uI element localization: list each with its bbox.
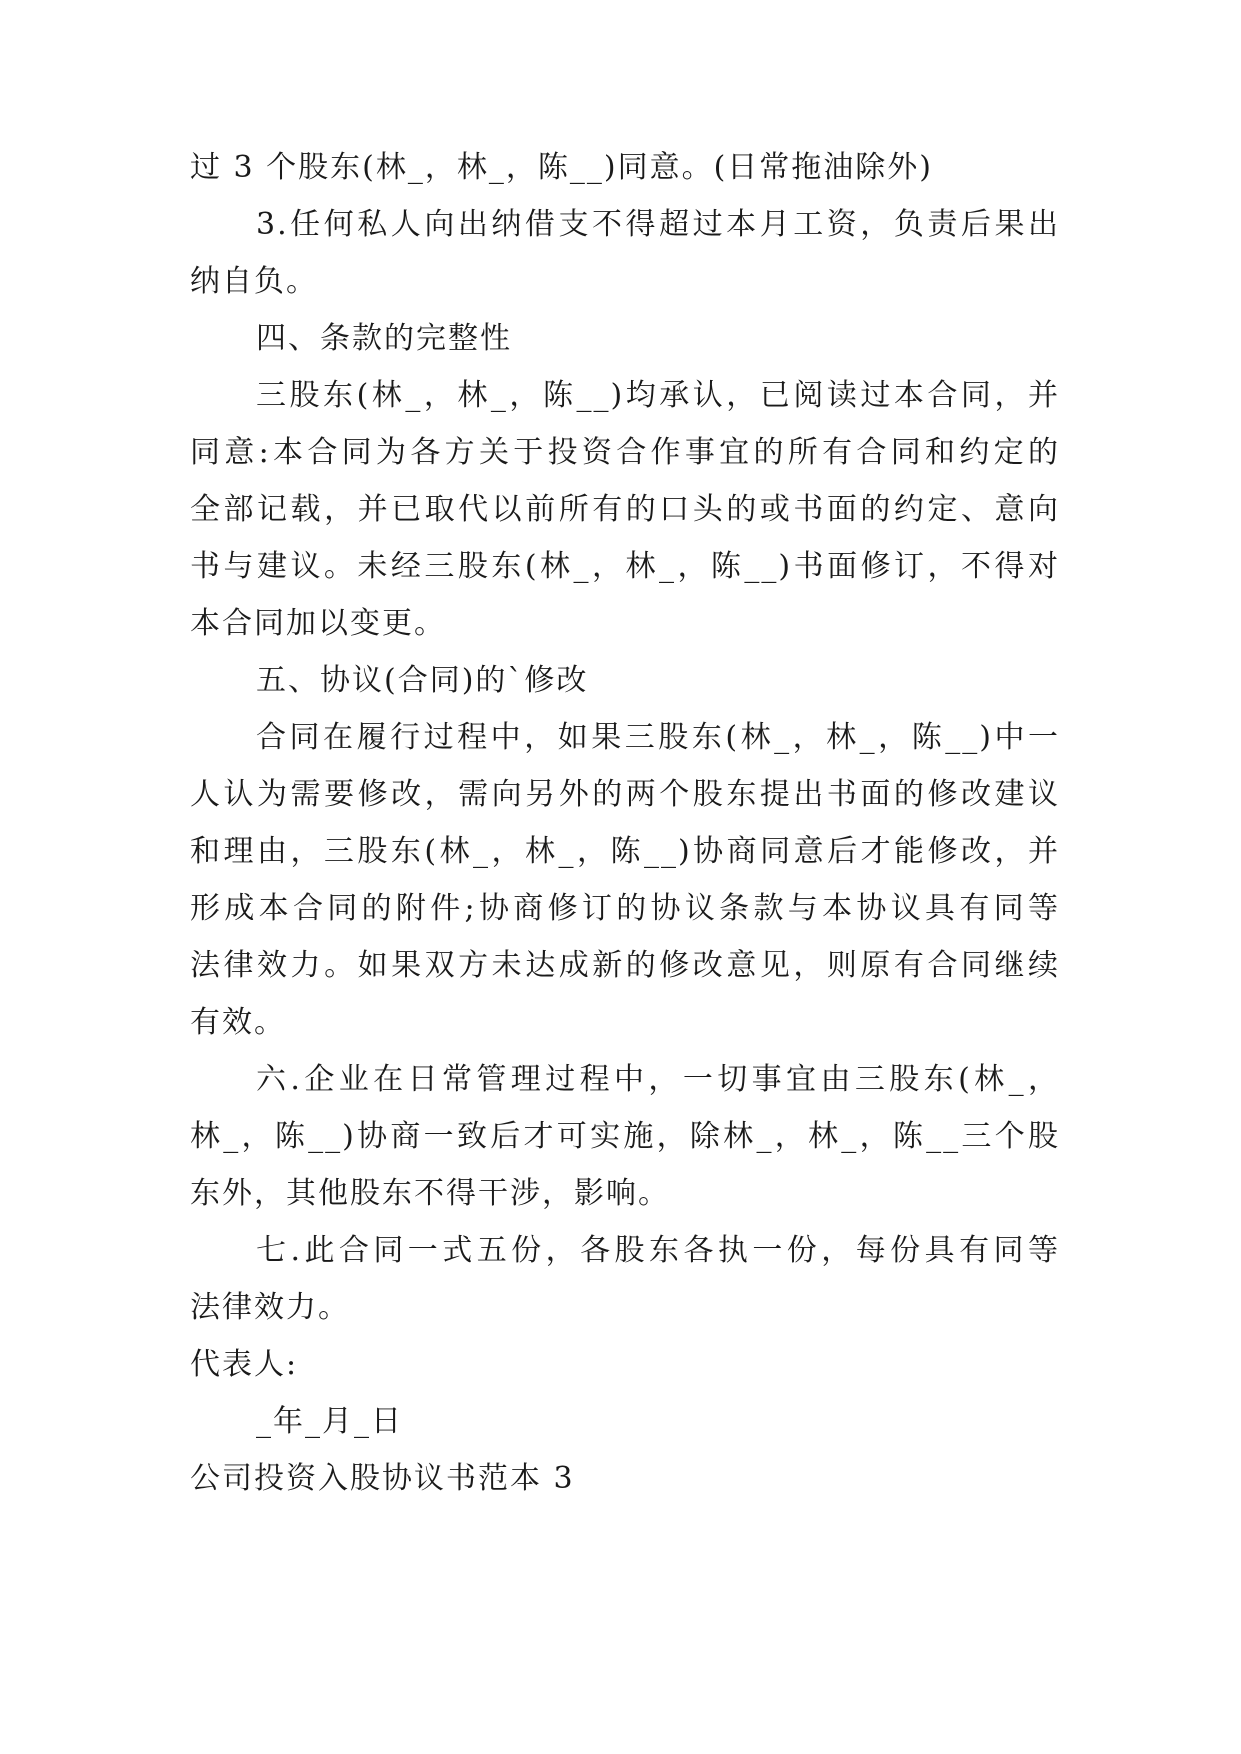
section-heading: 五、协议(合同)的`修改 xyxy=(256,663,589,698)
document-title: 公司投资入股协议书范本 3 xyxy=(190,1461,575,1496)
text-line: 同意:本合同为各方关于投资合作事宜的所有合同和约定的 xyxy=(190,435,1060,470)
text-line: 和理由，三股东(林_，林_，陈__)协商同意后才能修改，并 xyxy=(190,834,1060,869)
text-line: 法律效力。如果双方未达成新的修改意见，则原有合同继续 xyxy=(190,948,1060,983)
date-line: _年_月_日 xyxy=(256,1404,403,1439)
text-line: 有效。 xyxy=(190,1005,286,1040)
text-line: 七.此合同一式五份，各股东各执一份，每份具有同等 xyxy=(256,1233,1060,1268)
text-line: 合同在履行过程中，如果三股东(林_，林_，陈__)中一 xyxy=(256,720,1060,755)
text-line: 过 3 个股东(林_，林_，陈__)同意。(日常拖油除外) xyxy=(190,150,933,185)
signature-label: 代表人: xyxy=(190,1347,299,1382)
text-line: 林_，陈__)协商一致后才可实施，除林_，林_，陈__三个股 xyxy=(190,1119,1060,1154)
section-heading: 四、条款的完整性 xyxy=(256,321,512,356)
text-line: 形成本合同的附件;协商修订的协议条款与本协议具有同等 xyxy=(190,891,1060,926)
text-line: 人认为需要修改，需向另外的两个股东提出书面的修改建议 xyxy=(190,777,1060,812)
text-line: 法律效力。 xyxy=(190,1290,350,1325)
text-line: 纳自负。 xyxy=(190,264,318,299)
text-line: 书与建议。未经三股东(林_，林_，陈__)书面修订，不得对 xyxy=(190,549,1060,584)
text-line: 本合同加以变更。 xyxy=(190,606,446,641)
text-line: 全部记载，并已取代以前所有的口头的或书面的约定、意向 xyxy=(190,492,1060,527)
text-line: 东外，其他股东不得干涉，影响。 xyxy=(190,1176,670,1211)
text-line: 六.企业在日常管理过程中，一切事宜由三股东(林_， xyxy=(256,1062,1060,1097)
text-line: 3.任何私人向出纳借支不得超过本月工资，负责后果出 xyxy=(256,207,1060,242)
text-line: 三股东(林_，林_，陈__)均承认，已阅读过本合同，并 xyxy=(256,378,1060,413)
